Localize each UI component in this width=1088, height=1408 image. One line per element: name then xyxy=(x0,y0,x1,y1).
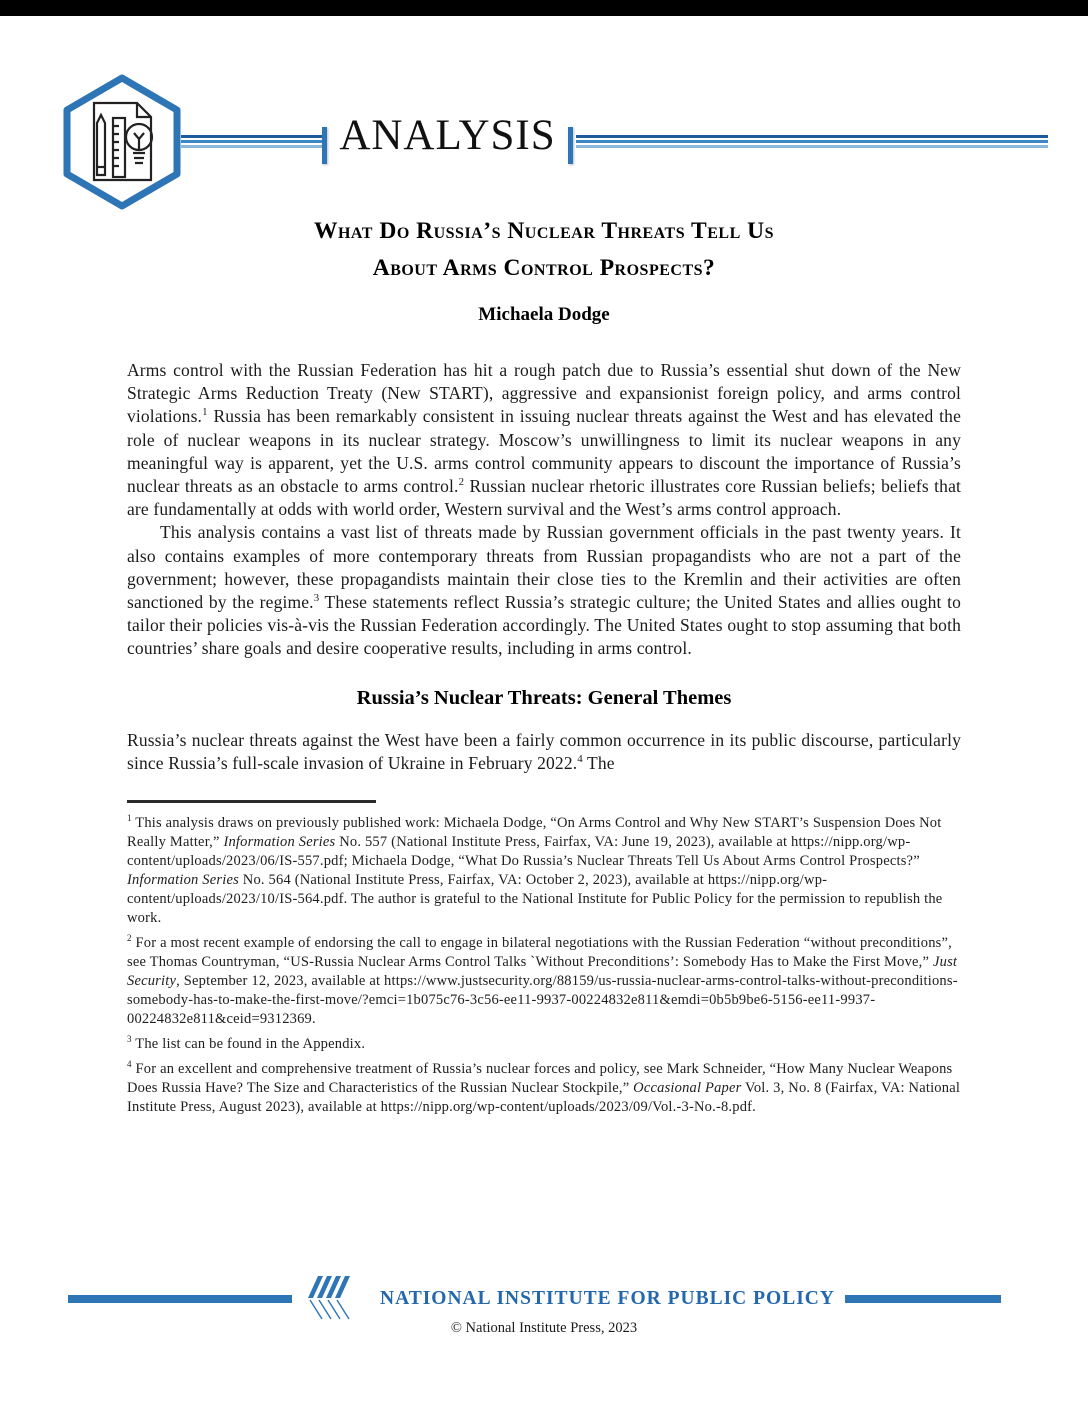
footnote-1: $^1$ This analysis draws on previously published work: Michaela Dodge, “On Arms Control and Why New START’s Suspension Does Not Really Matter,” Information Series No. 557 (National Institute Press, Fairfax, VA: June 19, 2023), available at https://nipp.org/wp-content/uploads/2023/06/IS-557.pdf; Michaela Dodge, “What Do Russia’s Nuclear Threats Tell Us About Arms Control Prospects?” Information Series No. 564 (National Institute Press, Fairfax, VA: October 2, 2023), available at https://nipp.org/wp-content/uploads/2023/10/IS-564.pdf. The author is grateful to the National Institute for Public Policy for the permission to republish the work. xyxy=(127,812,943,926)
institute-name: NATIONAL INSTITUTE FOR PUBLIC POLICY xyxy=(380,1288,835,1309)
body-paragraph-1: Arms control with the Russian Federation has hit a rough patch due to Russia’s essential shut down of the New Strategic Arms Reduction Treaty (New START), aggressive and expansionist foreign policy, and arms control violations.$^1$ Russia has been remarkably consistent in issuing nuclear threats against the West and has elevated the role of nuclear weapons in its nuclear strategy. Moscow’s unwillingness to limit its nuclear weapons in any meaningful way is apparent, yet the U.S. arms control community appears to discount the importance of Russia’s nuclear threats as an obstacle to arms control.$^2$ Russian nuclear rhetoric illustrates core Russian beliefs; beliefs that are fundamentally at odds with world order, Western survival and the West’s arms control approach. xyxy=(127,360,961,520)
footer-left-blue-bar xyxy=(68,1295,292,1303)
body-paragraph-3: Russia’s nuclear threats against the West have been a fairly common occurrence in its public discourse, particularly since Russia’s full-scale invasion of Ukraine in February 2022.$^4$ The xyxy=(127,729,961,773)
page-title xyxy=(127,213,961,287)
section-heading: Russia’s Nuclear Threats: General Themes xyxy=(356,686,732,709)
footnotes-section xyxy=(127,814,961,1117)
header-left-triple-lines xyxy=(181,135,322,150)
top-black-bar xyxy=(0,0,1088,16)
footer-right-blue-bar xyxy=(845,1295,1001,1303)
footnote-2: $^2$ For a most recent example of endorsing the call to engage in bilateral negotiations with the Russian Federation “without preconditions”, see Thomas Countryman, “US-Russia Nuclear Arms Control Talks `Without Preconditions’: Somebody Has to Make the First Move,” Just Security, September 12, 2023, available at https://www.justsecurity.org/88159/us-russia-nuclear-arms-control-talks-without-preconditions-somebody-has-to-make-the-first-move/?emci=1b075c76-3c56-ee11-9937-00224832e811&emdi=0b5b9be6-5156-ee11-9937-00224832e811&ceid=9312369. xyxy=(127,932,958,1027)
footnote-4: $^4$ For an excellent and comprehensive treatment of Russia’s nuclear forces and policy, see Mark Schneider, “How Many Nuclear Weapons Does Russia Have? The Size and Characteristics of the Russian Nuclear Stockpile,” Occasional Paper Vol. 3, No. 8 (Fairfax, VA: National Institute Press, August 2023), available at https://nipp.org/wp-content/uploads/2023/09/Vol.-3-No.-8.pdf. xyxy=(127,1058,961,1115)
analysis-banner-label: ANALYSIS xyxy=(339,112,556,159)
footnote-separator-rule xyxy=(127,800,376,803)
page-title-line1: What Do Russia’s Nuclear Threats Tell Us xyxy=(313,218,774,244)
footnote-3: $^3$ The list can be found in the Appendix. xyxy=(127,1033,366,1052)
author-name: Michaela Dodge xyxy=(478,304,610,325)
body-paragraph-2: This analysis contains a vast list of threats made by Russian government officials in the past twenty years. It also contains examples of more contemporary threats from Russian propagandists who are not a part of the government; however, these propagandists maintain their close ties to the Kremlin and their activities are often sanctioned by the regime.$^3$ These statements reflect Russia’s strategic culture; the United States and allies ought to tailor their policies vis-à-vis the Russian Federation accordingly. The United States ought to stop assuming that both countries’ share goals and desire cooperative results, including in arms control. xyxy=(127,522,961,659)
header-right-vertical-bar xyxy=(568,127,573,164)
nipp-logo-icon xyxy=(306,1274,364,1320)
header-right-triple-lines xyxy=(576,135,1048,150)
page-title-line2: About Arms Control Prospects? xyxy=(372,255,716,281)
hexagon-analysis-logo xyxy=(60,73,184,211)
hexagon-outline xyxy=(67,78,177,206)
copyright-text: © National Institute Press, 2023 xyxy=(450,1320,638,1336)
article-content xyxy=(127,213,961,1123)
